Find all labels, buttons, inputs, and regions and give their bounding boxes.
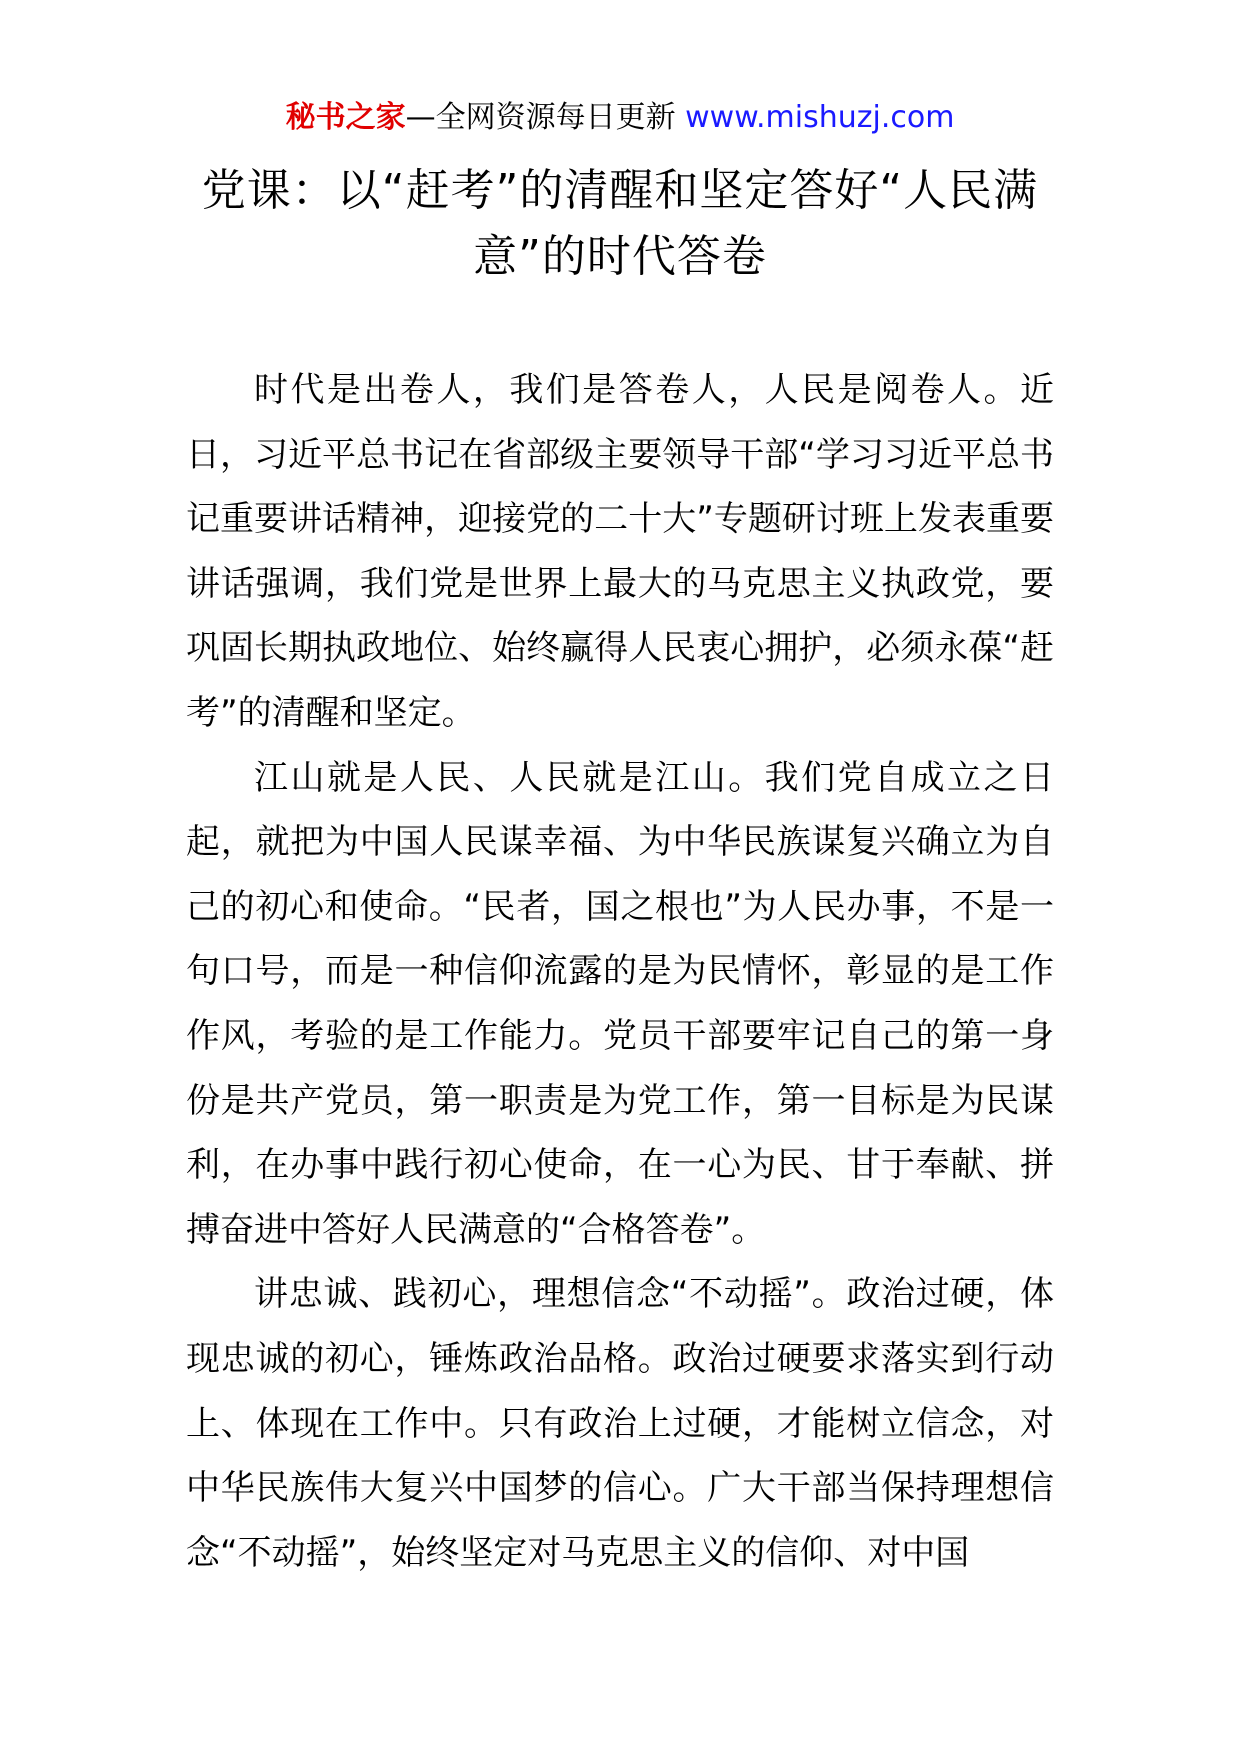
banner-tagline: —全网资源每日更新 [405,100,676,135]
body-paragraph: 讲忠诚、践初心，理想信念“不动摇”。政治过硬，体现忠诚的初心，锤炼政治品格。政治过硬要求落实到行动上、体现在工作中。只有政治上过硬，才能树立信念，对中华民族伟大复兴中国梦的信心。广大干部当保持理想信念“不动摇”，始终坚定对马克思主义的信仰、对中国 [186,1274,1054,1573]
document-body [186,358,1054,1585]
body-paragraph: 时代是出卷人，我们是答卷人，人民是阅卷人。近日，习近平总书记在省部级主要领导干部“学习习近平总书记重要讲话精神，迎接党的二十大”专题研讨班上发表重要讲话强调，我们党是世界上最大的马克思主义执政党，要巩固长期执政地位、始终赢得人民衷心拥护，必须永葆“赶考”的清醒和坚定。 [186,370,1054,733]
body-paragraph: 江山就是人民、人民就是江山。我们党自成立之日起，就把为中国人民谋幸福、为中华民族谋复兴确立为自己的初心和使命。“民者，国之根也”为人民办事，不是一句口号，而是一种信仰流露的是为民情怀，彰显的是工作作风，考验的是工作能力。党员干部要牢记自己的第一身份是共产党员，第一职责是为党工作，第一目标是为民谋利，在办事中践行初心使命，在一心为民、甘于奉献、拼搏奋进中答好人民满意的“合格答卷”。 [186,757,1054,1250]
brand-name: 秘书之家 [285,100,406,135]
document-title: 党课：以“赶考”的清醒和坚定答好“人民满意”的时代答卷 [201,165,1039,282]
site-banner [0,98,1240,138]
site-url[interactable]: www.mishuzj.com [685,100,955,135]
